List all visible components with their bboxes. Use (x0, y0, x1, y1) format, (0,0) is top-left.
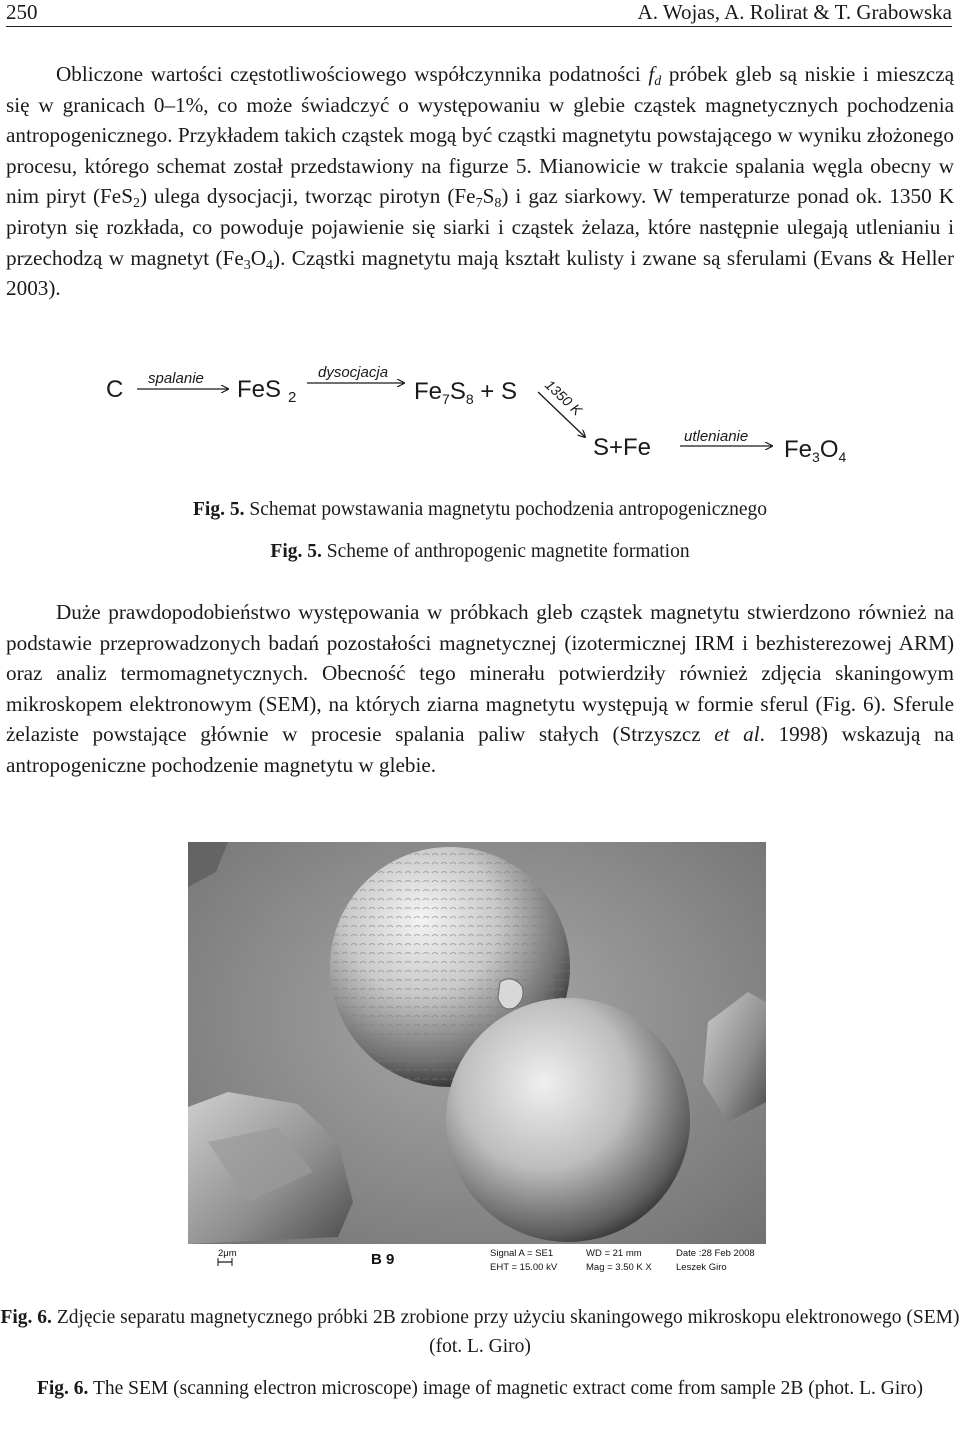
p2-text-1: Duże prawdopodobieństwo występowania w próbkach gleb cząstek magnetytu stwierdzono również na podstawie przeprowadzonych badań pozostałości magnetycznej (izotermicznej IRM i bezhisterezowej ARM) oraz analiz termomagnetycznych. Obecność tego minerału potwierdziły również zdjęcia skaningowym mikroskopem elektronowym (SEM), na których ziarna magnetytu występują w formie sferul (Fig. 6). Sferule żelaziste powstające głównie w procesie spalania paliw stałych (Strzyszcz (6, 600, 954, 747)
sem-operator: Leszek Giro (676, 1262, 727, 1273)
sem-sphere-lower (446, 998, 690, 1242)
fig5-label: Fig. 5. (193, 499, 245, 520)
scheme-fes: FeS (237, 376, 282, 403)
p1-fd-symbol: f (648, 62, 655, 86)
sem-date: Date :28 Feb 2008 (676, 1248, 755, 1259)
sem-sample-label: B 9 (371, 1251, 395, 1268)
p1-sub-8: 8 (494, 196, 502, 212)
p1-fd-subscript: d (654, 74, 662, 89)
label-utlenianie: utlenianie (684, 428, 749, 445)
running-authors: A. Wojas, A. Rolirat & T. Grabowska (637, 0, 952, 24)
scheme-c: C (106, 376, 124, 403)
label-dysocjacja: dysocjacja (318, 364, 389, 381)
p1-text-3: ) ulega dysocjacji, tworząc pirotyn (Fe (140, 184, 476, 209)
reaction-scheme (0, 356, 960, 476)
fig6-caption-en-text: The SEM (scanning electron microscope) image of magnetic extract come from sample 2B (phot. L. Giro) (88, 1378, 924, 1399)
fig6-caption-en (0, 1374, 960, 1403)
sem-image (188, 842, 766, 1276)
p1-text-1: Obliczone wartości częstotliwościowego współczynnika podatności (56, 62, 649, 86)
fig5-label-en: Fig. 5. (270, 541, 322, 562)
sem-wd: WD = 21 mm (586, 1248, 642, 1259)
p1-sub-4: 4 (266, 257, 274, 273)
p1-sub-3: 3 (243, 257, 251, 273)
sem-mag: Mag = 3.50 K X (586, 1262, 652, 1273)
p2-text-2: . 1998) wskazują na antropogeniczne pochodzenie magnetytu w glebie. (6, 722, 954, 777)
p1-sub-7: 7 (475, 196, 483, 212)
label-1350k: 1350 K (541, 376, 586, 419)
sem-eht: EHT = 15.00 kV (490, 1262, 558, 1273)
paragraph-1 (6, 59, 954, 304)
paragraph-2 (6, 597, 954, 781)
p2-etal: et al (714, 722, 760, 747)
scheme-fes-sub: 2 (288, 389, 297, 406)
p1-text-7: ). Cząstki magnetytu mają kształt kulisty i zwane są sferulami (Evans & Heller 2003). (6, 245, 955, 301)
fig6-label: Fig. 6. (0, 1307, 52, 1328)
page-number: 250 (6, 0, 38, 24)
fig6-caption-pl (0, 1303, 960, 1361)
sem-scale-label: 2μm (218, 1248, 237, 1259)
scheme-fe3o4: $Fe_3O_4$ (784, 436, 847, 465)
scheme-fe7s8: $Fe_7S_8 + S$ (414, 378, 517, 407)
p1-text-5: ) i gaz siarkowy. W temperaturze ponad ok. 1350 K pirotyn się rozkłada, co powoduje pojawienie się siarki i cząstek żelaza, które następnie ulegają utlenianiu i przechodzą w magnetyt (Fe (6, 184, 954, 270)
sem-micrograph (188, 842, 766, 1276)
fig6-label-en: Fig. 6. (36, 1378, 89, 1399)
label-spalanie: spalanie (148, 370, 204, 387)
sem-signal: Signal A = SE1 (490, 1248, 554, 1259)
fig5-caption-en-text: Scheme of anthropogenic magnetite formation (321, 541, 690, 562)
p1-sub-2: 2 (133, 196, 140, 212)
p1-text-6: O (250, 245, 267, 270)
fig5-caption-pl-text: Schemat powstawania magnetytu pochodzenia antropogenicznego (244, 499, 767, 520)
fig5-caption-en (0, 537, 960, 566)
fig6-caption-pl-text: Zdjęcie separatu magnetycznego próbki 2B zrobione przy użyciu skaningowego mikroskopu elektronowego (SEM) (fot. L. Giro) (51, 1307, 960, 1357)
p1-text-2: próbek gleb są niskie i mieszczą się w granicach 0–1%, co może świadczyć o występowaniu w glebie cząstek magnetycznych pochodzenia antropogenicznego. Przykładem takich cząstek mogą być cząstki magnetytu powstającego w wyniku złożonego procesu, którego schemat został przedstawiony na figurze 5. Mianowicie w trakcie spalania węgla obecny w nim piryt (FeS (6, 62, 955, 209)
fig5-caption-pl (0, 495, 960, 524)
p1-text-4: S (482, 184, 495, 209)
scheme-sfe: S+Fe (593, 434, 652, 461)
page-header (6, 0, 952, 27)
